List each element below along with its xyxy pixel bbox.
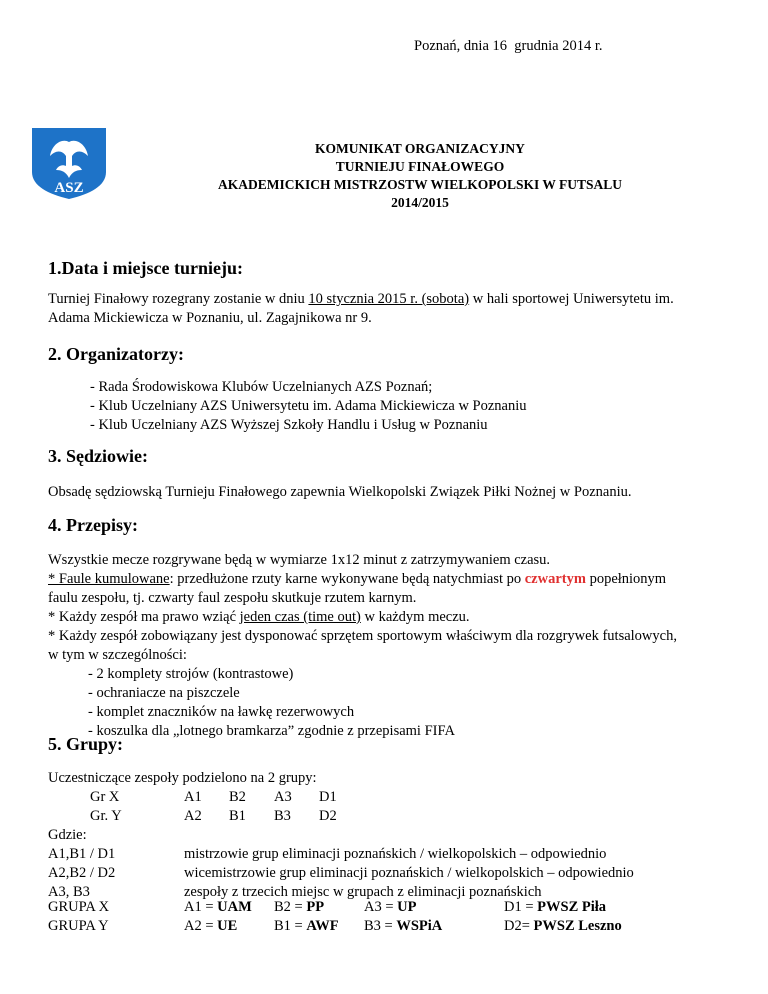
group-assignments: GRUPA X A1 = UAM B2 = PP A3 = UP D1 = PWSZ Piła GRUPA Y A2 = UE B1 = AWF B3 = WSPiA D2= PWSZ Leszno (48, 899, 622, 934)
section-heading-1: 1.Data i miejsce turnieju: (48, 258, 243, 278)
group-row-label: GRUPA X (48, 899, 110, 915)
document-date: Poznań, dnia 16 grudnia 2014 r. (414, 38, 603, 54)
azs-logo (28, 126, 110, 200)
section-heading-2: 2. Organizatorzy: (48, 344, 184, 364)
document-title (150, 140, 690, 212)
list-item: - komplet znaczników na ławkę rezerwowych (88, 704, 355, 720)
list-item: - Klub Uczelniany AZS Uniwersytetu im. Adama Mickiewicza w Poznaniu (90, 398, 527, 414)
title-line: 2014/2015 (391, 195, 449, 210)
referees-text: Obsadę sędziowską Turnieju Finałowego zapewnia Wielkopolski Związek Piłki Nożnej w Poznaniu. (48, 484, 632, 500)
list-item: - Klub Uczelniany AZS Wyższej Szkoły Handlu i Usług w Poznaniu (90, 417, 488, 433)
section-heading-5: 5. Grupy: (48, 734, 124, 754)
section-1-text: Turniej Finałowy rozegrany zostanie w dniu 10 stycznia 2015 r. (sobota) w hali sportowej Uniwersytetu im. Adama Mickiewicza w Poznaniu, ul. Zagajnikowa nr 9. (48, 291, 674, 326)
list-item: - ochraniacze na piszczele (88, 685, 240, 701)
rules-text: Wszystkie mecze rozgrywane będą w wymiarze 1x12 minut z zatrzymywaniem czasu. * Faule kumulowane: przedłużone rzuty karne wykonywane będą natychmiast po czwartym popełnionym faulu zespołu, tj. czwarty faul zespołu skutkuje rzutem karnym. * Każdy zespół ma prawo wziąć jeden czas (time out) w każdym meczu. * Każdy zespół zobowiązany jest dysponować sprzętem sportowym właściwym dla rozgrywek futsalowych, w tym w szczególności: - 2 komplety strojów (kontrastowe) - ochraniacze na piszczele - komplet znaczników na ławkę rezerwowych - koszulka dla „lotnego bramkarza” zgodnie z przepisami FIFA (48, 552, 677, 739)
title-line: KOMUNIKAT ORGANIZACYJNY (315, 141, 525, 156)
section-heading-4: 4. Przepisy: (48, 515, 138, 535)
group-row-label: GRUPA Y (48, 918, 109, 934)
title-line: TURNIEJU FINAŁOWEGO (335, 159, 505, 174)
organizers-list (90, 378, 527, 435)
gdzie-label: Gdzie: (48, 827, 87, 843)
azs-eagle-icon (28, 126, 110, 200)
section-heading-3: 3. Sędziowie: (48, 446, 148, 466)
list-item: - 2 komplety strojów (kontrastowe) (88, 666, 294, 682)
groups-table: Gr X A1 B2 A3 D1 Gr. Y A2 B1 B3 D2 (90, 789, 337, 824)
logo-text: ASZ (54, 180, 84, 196)
group-name: Gr X (90, 789, 120, 805)
list-item: - Rada Środowiskowa Klubów Uczelnianych AZS Poznań; (90, 379, 433, 395)
definitions: A1,B1 / D1 mistrzowie grup eliminacji poznańskich / wielkopolskich – odpowiednio A2,B2 / D2 wicemistrzowie grup eliminacji poznańskich / wielkopolskich – odpowiednio A3, B3 zespoły z trzecich miejsc w grupach z eliminacji poznańskich (48, 846, 634, 900)
group-name: Gr. Y (90, 808, 122, 824)
list-item: - koszulka dla „lotnego bramkarza” zgodnie z przepisami FIFA (88, 723, 455, 739)
groups-intro: Uczestniczące zespoły podzielono na 2 grupy: (48, 770, 317, 786)
title-line: AKADEMICKICH MISTRZOSTW WIELKOPOLSKI W FUTSALU (217, 177, 623, 192)
